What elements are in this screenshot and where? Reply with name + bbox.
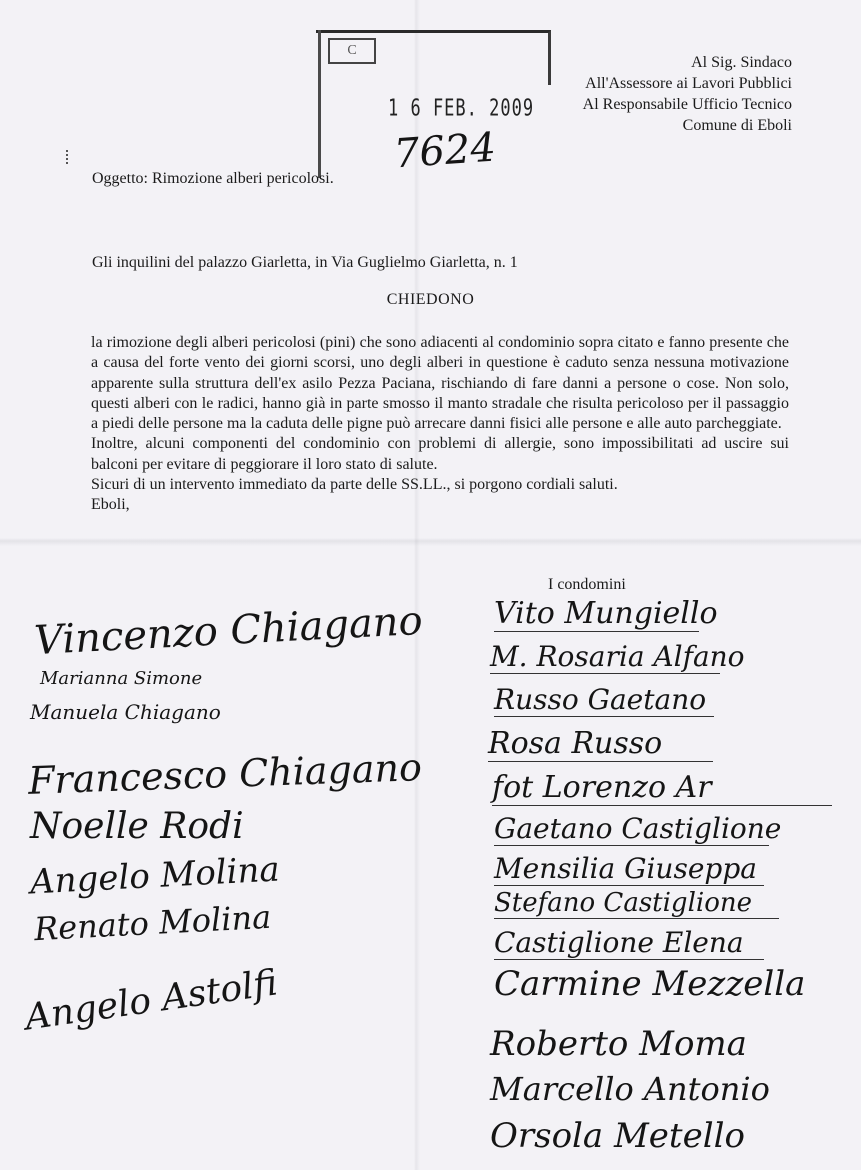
signature-left: Francesco Chiagano — [27, 745, 423, 803]
signature-left: Noelle Rodi — [30, 806, 244, 847]
signature-right: Vito Mungiello — [494, 596, 718, 631]
request-heading: CHIEDONO — [386, 291, 475, 308]
body-paragraph: la rimozione degli alberi pericolosi (pini) che sono adiacenti al condominio sopra citato e fanno presente che a causa del forte vento dei giorni scorsi, uno degli alberi in questione è caduto senza nessuna motivazione apparente sulla struttura dell'ex asilo Pezza Paciana, rischiando di fare danni a persone o cose. Non solo, questi alberi con le radici, hanno già in parte smosso il manto stradale che risulta pericoloso per il passaggio a piedi delle persone ma la caduta delle pigne può arrecare danni fisici alle persone e alle auto parcheggiate. — [91, 334, 789, 433]
signature-left: Marianna Simone — [40, 668, 203, 689]
protocol-number: 7624 — [392, 124, 498, 178]
signature-right: Orsola Metello — [490, 1116, 745, 1156]
signature-left: Angelo Astolfi — [22, 962, 280, 1039]
protocol-stamp-edge — [318, 30, 321, 178]
body-paragraph: Sicuri di un intervento immediato da parte delle SS.LL., si porgono cordiali saluti. — [91, 476, 618, 494]
signature-right: M. Rosaria Alfano — [490, 640, 745, 673]
signature-left: Angelo Molina — [29, 849, 281, 903]
recipient-line: Comune di Eboli — [682, 117, 792, 134]
signature-right: Mensilia Giuseppa — [494, 852, 764, 886]
signature-right: Roberto Moma — [490, 1024, 747, 1064]
closing-label: I condomini — [548, 576, 626, 593]
recipient-line: Al Responsabile Ufficio Tecnico — [582, 96, 792, 113]
signature-right: Russo Gaetano — [494, 683, 714, 717]
signature-right: Marcello Antonio — [490, 1070, 770, 1108]
subject-line: Oggetto: Rimozione alberi pericolosi. — [92, 170, 334, 187]
recipient-line: All'Assessore ai Lavori Pubblici — [585, 75, 792, 92]
margin-mark — [66, 150, 76, 164]
stamp-date: 1 6 FEB. 2009 — [388, 95, 535, 122]
signature-right: Rosa Russo — [488, 726, 713, 762]
signature-left: Manuela Chiagano — [30, 700, 221, 724]
signature-right: Stefano Castiglione — [494, 888, 779, 919]
signature-right: fot Lorenzo Ar — [492, 770, 832, 806]
stamp-logo: C — [328, 38, 376, 64]
signature-left: Renato Molina — [33, 897, 273, 949]
signature-right: Castiglione Elena — [494, 926, 764, 960]
recipients-block — [540, 52, 792, 136]
signature-left: Vincenzo Chiagano — [33, 597, 424, 665]
intro-line: Gli inquilini del palazzo Giarletta, in Via Guglielmo Giarletta, n. 1 — [92, 254, 518, 271]
recipient-line: Al Sig. Sindaco — [691, 54, 792, 71]
signature-right: Gaetano Castiglione — [494, 812, 782, 845]
place-line: Eboli, — [91, 496, 130, 514]
signature-right: Carmine Mezzella — [494, 964, 806, 1004]
body-paragraph: Inoltre, alcuni componenti del condominio con problemi di allergie, sono impossibilitati ad uscire sui balconi per evitare di peggiorare il loro stato di salute. — [91, 435, 789, 473]
letter-body — [91, 333, 789, 516]
